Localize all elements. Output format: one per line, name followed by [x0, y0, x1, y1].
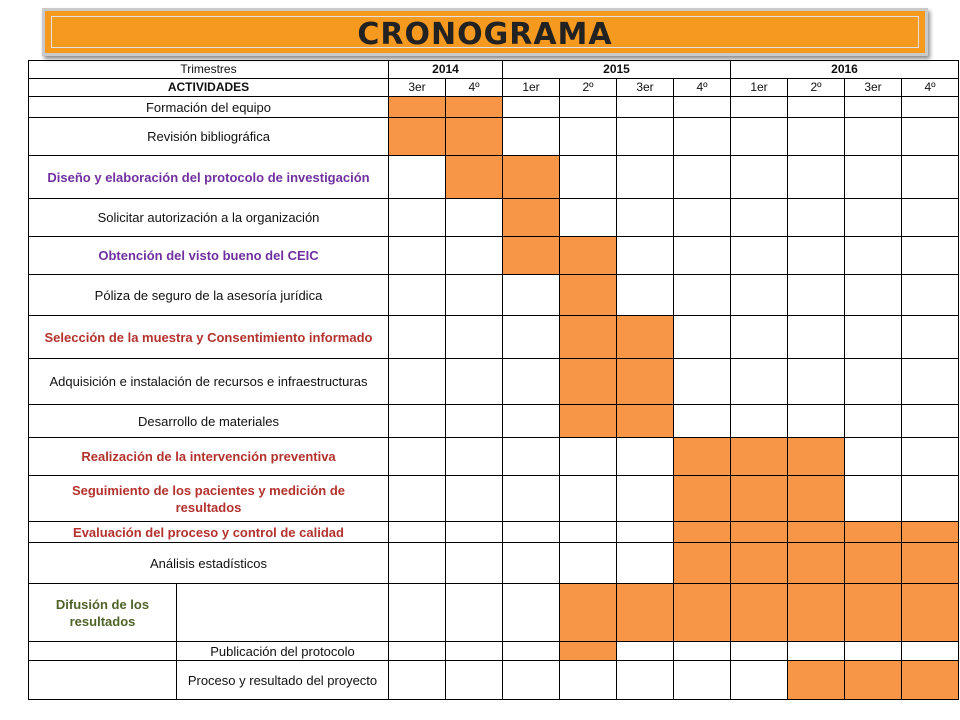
schedule-cell-empty	[788, 156, 845, 199]
schedule-cell-empty	[902, 359, 959, 405]
schedule-cell-filled	[560, 359, 617, 405]
year-header: 2015	[503, 61, 731, 79]
sub-activity-label: Proceso y resultado del proyecto	[177, 661, 389, 700]
activity-row-difusion	[29, 584, 959, 642]
sub-activity-indent-cell	[29, 642, 177, 661]
quarter-header: 2º	[788, 79, 845, 97]
sub-activity-row	[29, 661, 959, 700]
schedule-cell-empty	[389, 543, 446, 584]
schedule-cell-empty	[560, 97, 617, 118]
schedule-cell-empty	[731, 118, 788, 156]
schedule-cell-empty	[731, 199, 788, 237]
schedule-cell-empty	[731, 359, 788, 405]
activity-label: Solicitar autorización a la organización	[29, 199, 389, 237]
schedule-cell-empty	[503, 359, 560, 405]
schedule-cell-filled	[389, 118, 446, 156]
schedule-cell-empty	[731, 405, 788, 438]
quarter-header: 4º	[902, 79, 959, 97]
schedule-cell-empty	[503, 275, 560, 316]
schedule-cell-empty	[446, 584, 503, 642]
schedule-cell-empty	[560, 156, 617, 199]
schedule-cell-filled	[446, 118, 503, 156]
schedule-cell-empty	[389, 405, 446, 438]
activity-row	[29, 118, 959, 156]
schedule-cell-empty	[503, 543, 560, 584]
schedule-cell-filled	[503, 199, 560, 237]
quarter-header: 4º	[674, 79, 731, 97]
schedule-cell-empty	[674, 642, 731, 661]
schedule-cell-filled	[902, 584, 959, 642]
activity-row	[29, 237, 959, 275]
schedule-cell-empty	[446, 316, 503, 359]
schedule-cell-empty	[446, 237, 503, 275]
schedule-cell-empty	[617, 97, 674, 118]
schedule-cell-empty	[560, 522, 617, 543]
activity-label: Adquisición e instalación de recursos e infraestructuras	[29, 359, 389, 405]
schedule-cell-filled	[788, 543, 845, 584]
quarter-header: 2º	[560, 79, 617, 97]
schedule-cell-filled	[731, 438, 788, 476]
schedule-cell-empty	[617, 118, 674, 156]
actividades-label: ACTIVIDADES	[29, 79, 389, 97]
schedule-cell-empty	[845, 199, 902, 237]
activity-label: Desarrollo de materiales	[29, 405, 389, 438]
schedule-cell-empty	[845, 316, 902, 359]
schedule-cell-filled	[731, 543, 788, 584]
schedule-cell-empty	[560, 661, 617, 700]
schedule-cell-empty	[503, 476, 560, 522]
schedule-cell-empty	[503, 584, 560, 642]
schedule-cell-empty	[845, 156, 902, 199]
header-row-quarters	[29, 79, 959, 97]
schedule-cell-empty	[788, 359, 845, 405]
activity-row	[29, 156, 959, 199]
schedule-cell-filled	[560, 584, 617, 642]
schedule-cell-empty	[503, 661, 560, 700]
schedule-cell-empty	[845, 642, 902, 661]
schedule-cell-empty	[446, 522, 503, 543]
schedule-cell-empty	[617, 156, 674, 199]
schedule-cell-filled	[845, 522, 902, 543]
activity-row	[29, 522, 959, 543]
activity-label: Formación del equipo	[29, 97, 389, 118]
schedule-cell-filled	[560, 316, 617, 359]
schedule-table	[28, 60, 959, 700]
schedule-cell-filled	[902, 522, 959, 543]
schedule-cell-empty	[674, 661, 731, 700]
page-title: CRONOGRAMA	[357, 17, 613, 52]
schedule-cell-empty	[902, 199, 959, 237]
schedule-cell-empty	[503, 522, 560, 543]
schedule-cell-empty	[788, 405, 845, 438]
sub-activity-row	[29, 642, 959, 661]
schedule-cell-empty	[845, 118, 902, 156]
schedule-cell-empty	[788, 118, 845, 156]
activity-row	[29, 359, 959, 405]
schedule-cell-empty	[503, 316, 560, 359]
schedule-cell-filled	[674, 522, 731, 543]
schedule-cell-empty	[902, 316, 959, 359]
schedule-cell-empty	[446, 199, 503, 237]
schedule-cell-empty	[617, 199, 674, 237]
sub-activity-label: Publicación del protocolo	[177, 642, 389, 661]
schedule-cell-empty	[902, 438, 959, 476]
schedule-cell-filled	[788, 438, 845, 476]
activity-label: Selección de la muestra y Consentimiento informado	[29, 316, 389, 359]
schedule-cell-empty	[674, 359, 731, 405]
schedule-cell-empty	[389, 316, 446, 359]
schedule-cell-empty	[617, 476, 674, 522]
schedule-cell-empty	[788, 237, 845, 275]
year-header: 2016	[731, 61, 959, 79]
schedule-cell-filled	[788, 522, 845, 543]
difusion-blank-cell	[177, 584, 389, 642]
schedule-cell-empty	[902, 405, 959, 438]
schedule-cell-empty	[617, 543, 674, 584]
schedule-cell-empty	[503, 118, 560, 156]
activity-row	[29, 199, 959, 237]
schedule-cell-filled	[845, 543, 902, 584]
quarter-header: 1er	[731, 79, 788, 97]
schedule-cell-empty	[788, 642, 845, 661]
quarter-header: 3er	[845, 79, 902, 97]
schedule-cell-empty	[560, 476, 617, 522]
schedule-cell-empty	[902, 476, 959, 522]
schedule-cell-empty	[731, 156, 788, 199]
schedule-cell-empty	[503, 405, 560, 438]
schedule-cell-empty	[902, 237, 959, 275]
schedule-cell-filled	[902, 543, 959, 584]
schedule-cell-empty	[389, 476, 446, 522]
schedule-cell-empty	[503, 438, 560, 476]
schedule-cell-filled	[560, 642, 617, 661]
schedule-cell-empty	[389, 438, 446, 476]
schedule-cell-empty	[902, 275, 959, 316]
year-header: 2014	[389, 61, 503, 79]
quarter-header: 3er	[389, 79, 446, 97]
schedule-cell-empty	[503, 642, 560, 661]
activity-row	[29, 275, 959, 316]
schedule-cell-empty	[902, 97, 959, 118]
schedule-cell-empty	[446, 543, 503, 584]
schedule-cell-filled	[845, 584, 902, 642]
title-banner	[42, 8, 928, 56]
schedule-cell-empty	[389, 661, 446, 700]
schedule-cell-filled	[788, 584, 845, 642]
schedule-cell-empty	[446, 661, 503, 700]
schedule-cell-filled	[902, 661, 959, 700]
quarter-header: 4º	[446, 79, 503, 97]
schedule-cell-filled	[617, 359, 674, 405]
schedule-cell-empty	[389, 584, 446, 642]
schedule-cell-empty	[389, 522, 446, 543]
schedule-cell-empty	[674, 156, 731, 199]
activity-label: Diseño y elaboración del protocolo de investigación	[29, 156, 389, 199]
schedule-cell-empty	[560, 118, 617, 156]
schedule-cell-empty	[617, 642, 674, 661]
schedule-cell-empty	[845, 97, 902, 118]
schedule-cell-filled	[617, 584, 674, 642]
schedule-cell-empty	[845, 438, 902, 476]
schedule-cell-empty	[674, 237, 731, 275]
activity-label: Análisis estadísticos	[29, 543, 389, 584]
header-row-years	[29, 61, 959, 79]
schedule-cell-filled	[731, 522, 788, 543]
schedule-cell-empty	[731, 642, 788, 661]
activity-row	[29, 316, 959, 359]
activity-row	[29, 476, 959, 522]
schedule-cell-empty	[617, 237, 674, 275]
schedule-cell-empty	[788, 97, 845, 118]
schedule-cell-empty	[617, 661, 674, 700]
schedule-cell-empty	[674, 118, 731, 156]
schedule-cell-filled	[560, 237, 617, 275]
difusion-label: Difusión de los resultados	[29, 584, 177, 642]
schedule-cell-filled	[788, 661, 845, 700]
schedule-cell-empty	[389, 275, 446, 316]
schedule-cell-empty	[560, 199, 617, 237]
schedule-cell-empty	[389, 359, 446, 405]
schedule-cell-empty	[845, 359, 902, 405]
schedule-cell-empty	[731, 661, 788, 700]
schedule-cell-empty	[902, 642, 959, 661]
sub-activity-indent-cell	[29, 661, 177, 700]
schedule-cell-filled	[731, 584, 788, 642]
schedule-cell-empty	[845, 237, 902, 275]
schedule-cell-empty	[731, 275, 788, 316]
schedule-cell-empty	[446, 405, 503, 438]
schedule-cell-filled	[788, 476, 845, 522]
schedule-cell-empty	[731, 316, 788, 359]
schedule-cell-empty	[845, 275, 902, 316]
activity-label: Obtención del visto bueno del CEIC	[29, 237, 389, 275]
schedule-cell-empty	[617, 522, 674, 543]
schedule-cell-empty	[731, 237, 788, 275]
quarter-header: 3er	[617, 79, 674, 97]
activity-label: Evaluación del proceso y control de calidad	[29, 522, 389, 543]
schedule-cell-filled	[674, 543, 731, 584]
schedule-cell-filled	[674, 584, 731, 642]
schedule-cell-filled	[845, 661, 902, 700]
activity-row	[29, 405, 959, 438]
activity-row	[29, 97, 959, 118]
quarter-header: 1er	[503, 79, 560, 97]
schedule-cell-empty	[389, 237, 446, 275]
activity-label: Seguimiento de los pacientes y medición de resultados	[29, 476, 389, 522]
schedule-cell-empty	[617, 275, 674, 316]
schedule-cell-empty	[617, 438, 674, 476]
schedule-cell-empty	[788, 316, 845, 359]
schedule-cell-filled	[389, 97, 446, 118]
schedule-cell-empty	[389, 642, 446, 661]
schedule-cell-empty	[788, 275, 845, 316]
schedule-cell-filled	[674, 476, 731, 522]
trimestres-label: Trimestres	[29, 61, 389, 79]
schedule-cell-filled	[560, 405, 617, 438]
schedule-cell-empty	[446, 438, 503, 476]
schedule-cell-empty	[446, 359, 503, 405]
schedule-cell-filled	[617, 316, 674, 359]
activity-label: Revisión bibliográfica	[29, 118, 389, 156]
schedule-cell-filled	[560, 275, 617, 316]
schedule-cell-empty	[788, 199, 845, 237]
activity-label: Realización de la intervención preventiva	[29, 438, 389, 476]
schedule-cell-empty	[674, 199, 731, 237]
schedule-cell-empty	[674, 405, 731, 438]
schedule-cell-empty	[446, 476, 503, 522]
schedule-cell-filled	[617, 405, 674, 438]
activity-row	[29, 438, 959, 476]
schedule-cell-empty	[389, 199, 446, 237]
schedule-cell-empty	[674, 97, 731, 118]
activity-row	[29, 543, 959, 584]
schedule-cell-empty	[560, 543, 617, 584]
schedule-cell-empty	[845, 405, 902, 438]
schedule-cell-empty	[446, 642, 503, 661]
schedule-cell-empty	[503, 97, 560, 118]
schedule-cell-empty	[560, 438, 617, 476]
schedule-cell-empty	[902, 118, 959, 156]
schedule-cell-empty	[389, 156, 446, 199]
schedule-cell-empty	[902, 156, 959, 199]
schedule-cell-filled	[731, 476, 788, 522]
schedule-cell-filled	[503, 156, 560, 199]
schedule-cell-filled	[446, 156, 503, 199]
activity-label: Póliza de seguro de la asesoría jurídica	[29, 275, 389, 316]
schedule-cell-empty	[731, 97, 788, 118]
schedule-cell-filled	[674, 438, 731, 476]
schedule-cell-empty	[446, 275, 503, 316]
schedule-cell-empty	[845, 476, 902, 522]
schedule-cell-empty	[674, 316, 731, 359]
schedule-cell-filled	[446, 97, 503, 118]
schedule-cell-filled	[503, 237, 560, 275]
schedule-cell-empty	[674, 275, 731, 316]
